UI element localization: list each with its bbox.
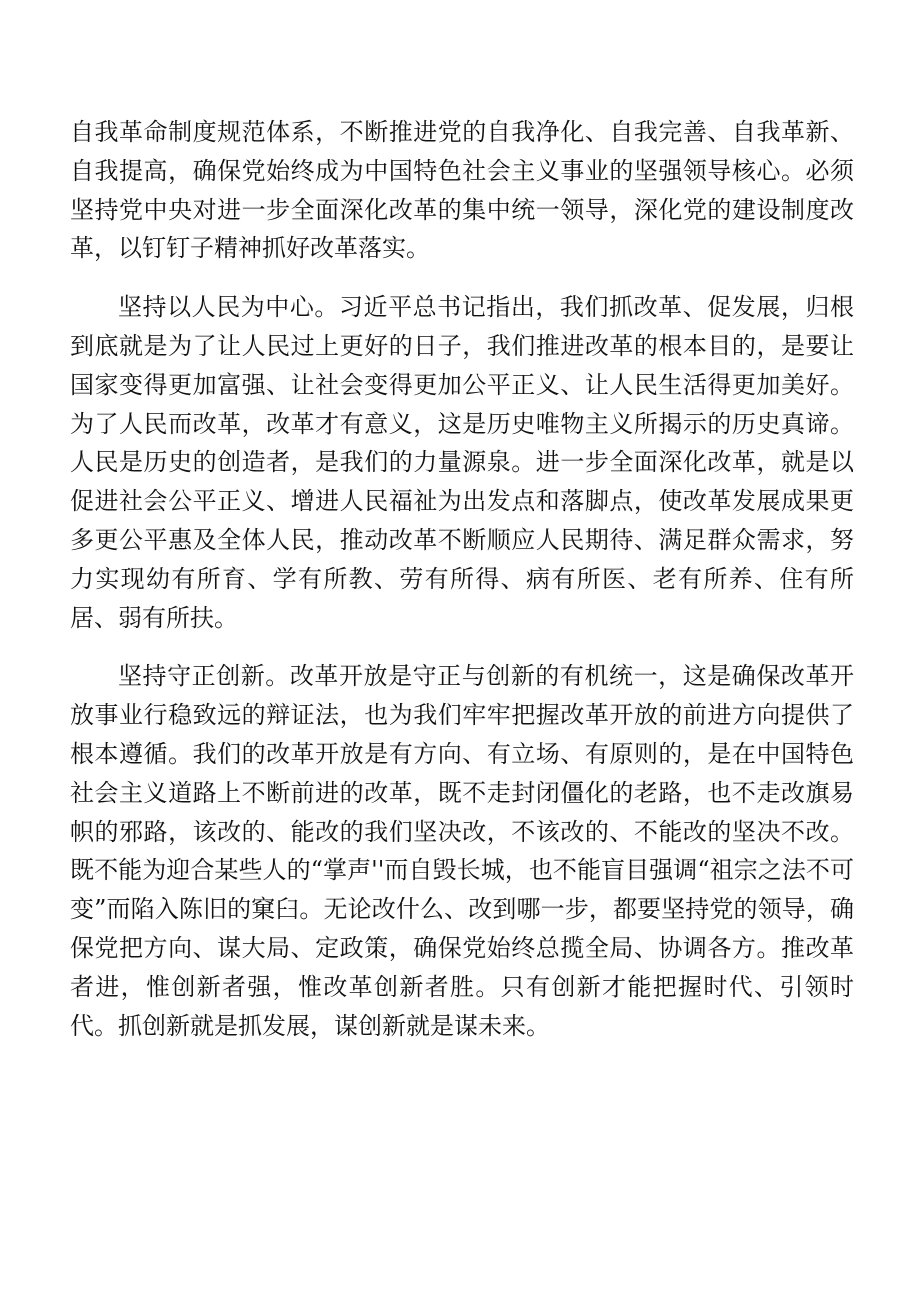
document-page: [70, 113, 854, 1065]
paragraph-upholding-fundamentals-innovation: 坚持守正创新。改革开放是守正与创新的有机统一，这是确保改革开放事业行稳致远的辩证法，也为我们牢牢把握改革开放的前进方向提供了根本遵循。我们的改革开放是有方向、有立场、有原则的，是在中国特色社会主义道路上不断前进的改革，既不走封闭僵化的老路，也不走改旗易帜的邪路，该改的、能改的我们坚决改，不该改的、不能改的坚决不改。既不能为迎合某些人的“掌声''而自毁长城，也不能盲目强调“祖宗之法不可变”而陷入陈旧的窠臼。无论改什么、改到哪一步，都要坚持党的领导，确保党把方向、谋大局、定政策，确保党始终总揽全局、协调各方。推改革者进，惟创新者强，惟改革创新者胜。只有创新才能把握时代、引领时代。抓创新就是抓发展，谋创新就是谋未来。: [70, 662, 854, 1040]
paragraph-people-centered: 坚持以人民为中心。习近平总书记指出，我们抓改革、促发展，归根到底就是为了让人民过上更好的日子，我们推进改革的根本目的，是要让国家变得更加富强、让社会变得更加公平正义、让人民生活得更加美好。为了人民而改革，改革才有意义，这是历史唯物主义所揭示的历史真谛。人民是历史的创造者，是我们的力量源泉。进一步全面深化改革，就是以促进社会公平正义、增进人民福祉为出发点和落脚点，使改革发展成果更多更公平惠及全体人民，推动改革不断顺应人民期待、满足群众需求，努力实现幼有所育、学有所教、劳有所得、病有所医、老有所养、住有所居、弱有所扶。: [70, 293, 854, 632]
paragraph-party-self-revolution: 自我革命制度规范体系，不断推进党的自我净化、自我完善、自我革新、自我提高，确保党始终成为中国特色社会主义事业的坚强领导核心。必须坚持党中央对进一步全面深化改革的集中统一领导，深化党的建设制度改革，以钉钉子精神抓好改革落实。: [70, 118, 854, 263]
